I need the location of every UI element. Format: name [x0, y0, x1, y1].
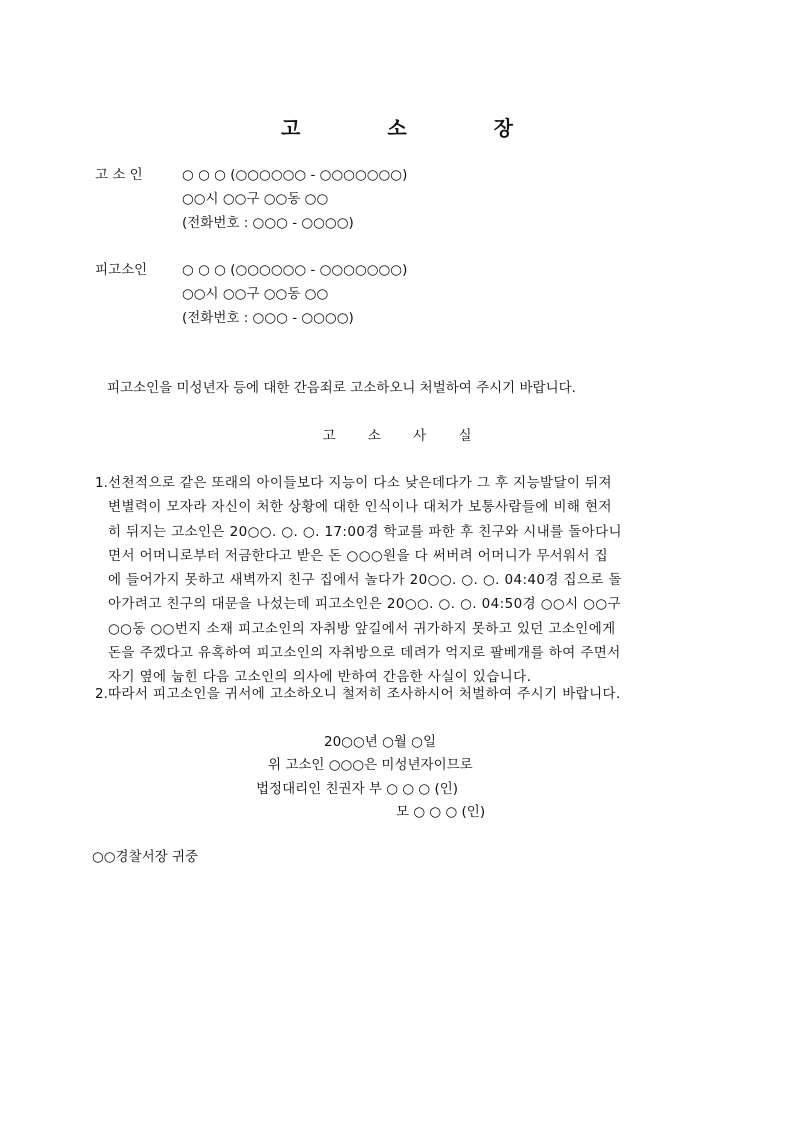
- complainant-name-id: ○ ○ ○ (○○○○○○ - ○○○○○○○): [182, 167, 408, 183]
- request-sentence: 피고소인을 미성년자 등에 대한 간음죄로 고소하오니 처벌하여 주시기 바랍니다.: [107, 380, 576, 396]
- fact-line: 돈을 주겠다고 유혹하여 피고소인의 자취방으로 데려가 억지로 팔베개를 하여 주면서: [108, 645, 621, 662]
- fact-line: 선천적으로 같은 또래의 아이들보다 지능이 다소 낮은데다가 그 후 지능발달이 뒤져: [108, 475, 612, 491]
- accused-phone: (전화번호 : ○○○ - ○○○○): [182, 310, 354, 326]
- complainant-details: [182, 167, 407, 239]
- document-title: 고 소 장: [281, 116, 553, 140]
- signature-mother: 모 ○ ○ ○ (인): [396, 804, 486, 820]
- fact-line: 따라서 피고소인을 귀서에 고소하오니 철저히 조사하시어 처벌하여 주시기 바랍니다.: [108, 686, 621, 702]
- complainant-label: 고 소 인: [95, 167, 143, 183]
- fact-line: 에 들어가지 못하고 새벽까지 친구 집에서 놀다가 20○○. ○. ○. 04:40경 집으로 돌: [108, 572, 622, 589]
- complainant-phone: (전화번호 : ○○○ - ○○○○): [182, 215, 354, 231]
- fact-line: 자기 옆에 눕힌 다음 고소인의 의사에 반하여 간음한 사실이 있습니다.: [108, 669, 532, 686]
- fact-number: 1.: [95, 475, 108, 491]
- fact-line: ○○동 ○○번지 소재 피고소인의 자취방 앞길에서 귀가하지 못하고 있던 고소인에게: [108, 620, 616, 637]
- complainant-address: ○○시 ○○구 ○○동 ○○: [182, 191, 329, 207]
- fact-line: 변별력이 모자라 자신이 처한 상황에 대한 인식이나 대처가 보통사람들에 비해 현저: [108, 499, 612, 516]
- signature-date: 20○○년 ○월 ○일: [324, 734, 437, 750]
- signature-statement: 위 고소인 ○○○은 미성년자이므로: [268, 757, 473, 773]
- accused-address: ○○시 ○○구 ○○동 ○○: [182, 286, 329, 302]
- signature-father: 법정대리인 친권자 부 ○ ○ ○ (인): [256, 781, 459, 797]
- accused-name-id: ○ ○ ○ (○○○○○○ - ○○○○○○○): [182, 262, 408, 278]
- fact-number: 2.: [95, 686, 108, 702]
- accused-label: 피고소인: [95, 262, 148, 278]
- addressee: ○○경찰서장 귀중: [92, 849, 199, 865]
- fact-line: 아가려고 친구의 대문을 나섰는데 피고소인은 20○○. ○. ○. 04:50경 ○○시 ○○구: [108, 596, 622, 613]
- facts-heading: 고 소 사 실: [322, 428, 486, 444]
- fact-text: [108, 686, 621, 710]
- fact-text: [108, 475, 622, 694]
- accused-details: [182, 262, 407, 334]
- fact-line: 히 뒤지는 고소인은 20○○. ○. ○. 17:00경 학교를 파한 후 친구와 시내를 돌아다니: [108, 523, 622, 540]
- fact-line: 면서 어머니로부터 저금한다고 받은 돈 ○○○원을 다 써버려 어머니가 무서워서 집: [108, 547, 609, 564]
